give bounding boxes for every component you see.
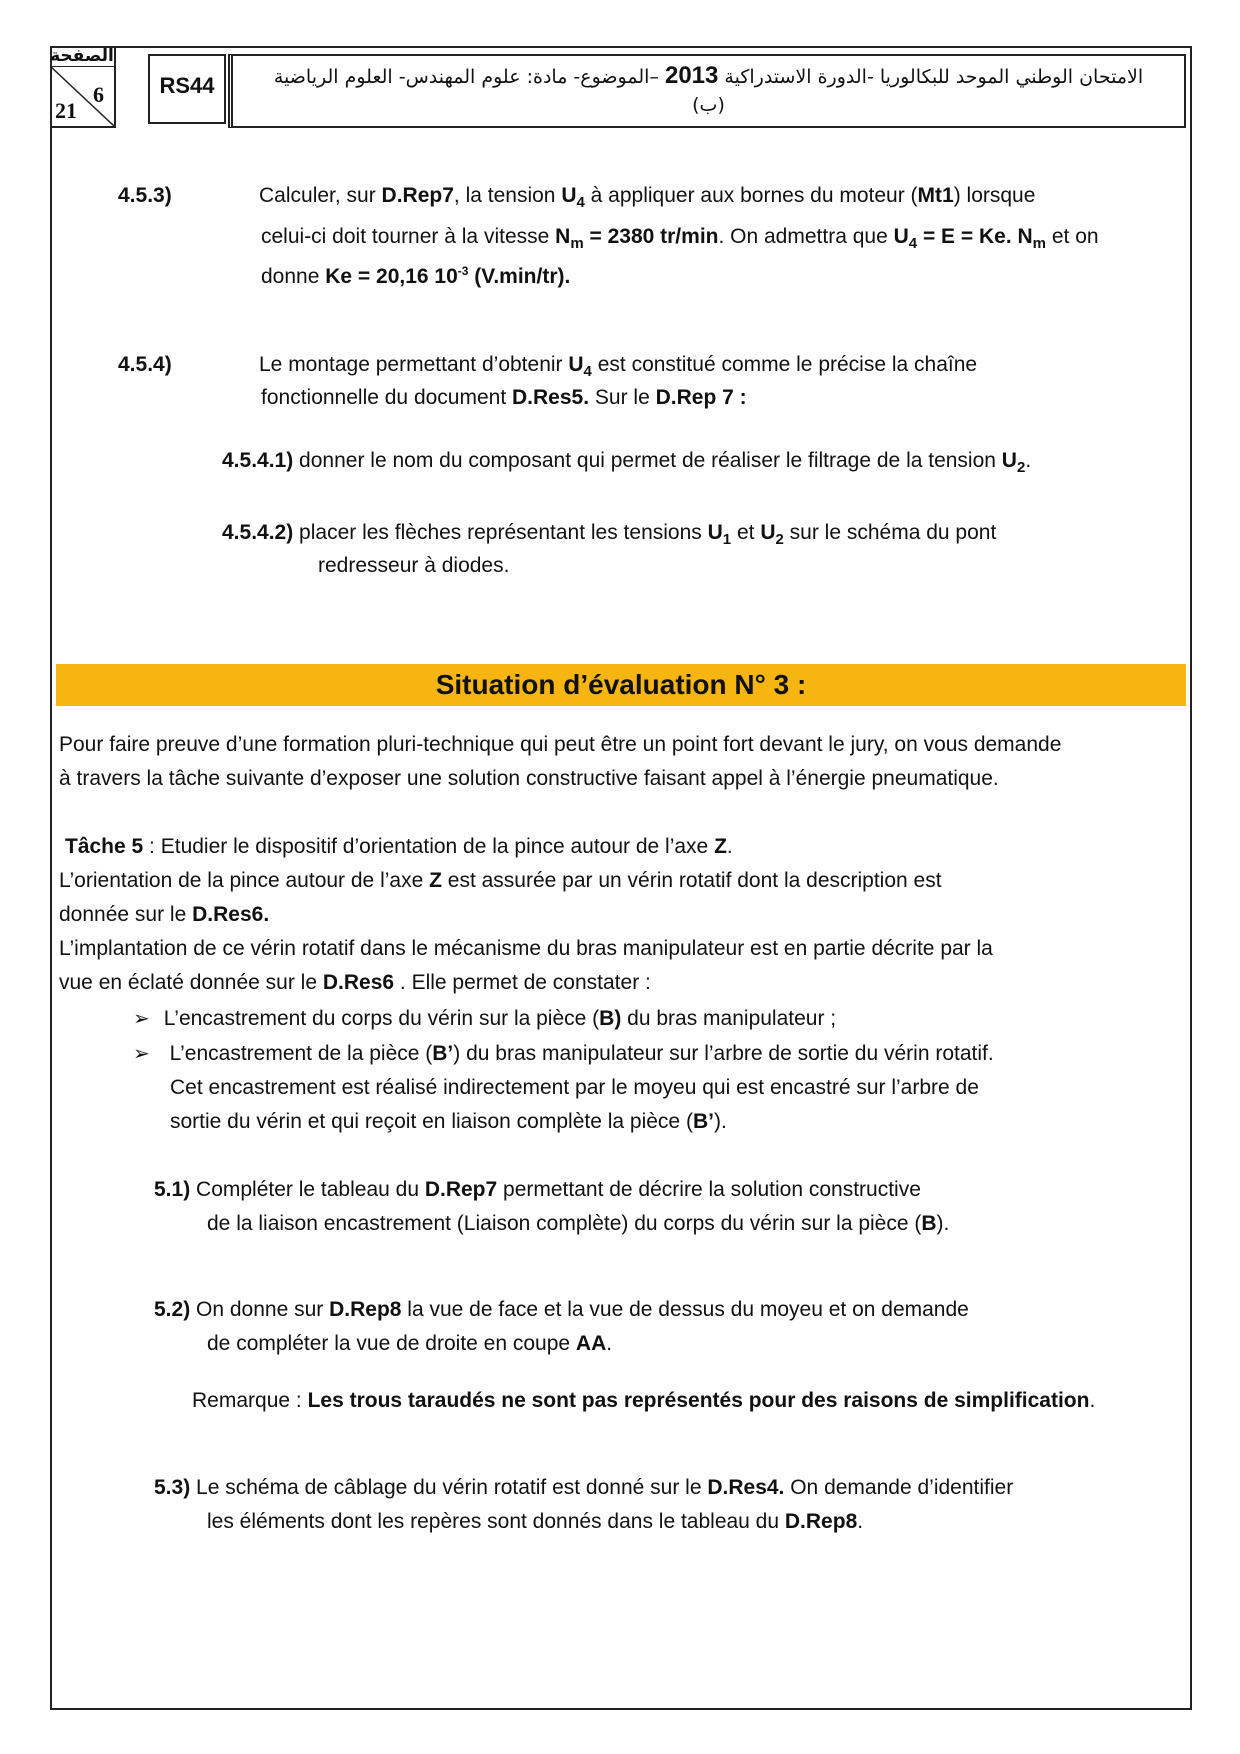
q4542-line1: 4.5.4.2) placer les flèches représentant les tensions $U_1$ et $U_2$ sur le schéma du pont	[222, 521, 997, 549]
task-line3: donnée sur le D.Res6.	[59, 903, 270, 926]
bullet-2-line2: Cet encastrement est réalisé indirectement par le moyeu qui est encastré sur l’arbre de	[170, 1076, 979, 1099]
q453-number: 4.5.3)	[118, 184, 172, 207]
exam-title	[228, 54, 1186, 128]
title-line2: (ب)	[692, 94, 725, 116]
bullet-2: ➢ L’encastrement de la pièce (B’) du bras manipulateur sur l’arbre de sortie du vérin rotatif.	[133, 1042, 994, 1065]
arrow-bullet-icon: ➢	[133, 1008, 150, 1030]
q454-number: 4.5.4)	[118, 353, 172, 376]
bullet-1: ➢ L’encastrement du corps du vérin sur la pièce (B) du bras manipulateur ;	[133, 1007, 837, 1030]
q453-line3: donne Ke = 20,16 $10^{-3}$ (V.min/tr).	[261, 264, 571, 288]
task-line1: Tâche 5 : Etudier le dispositif d’orientation de la pince autour de l’axe Z.	[65, 835, 733, 858]
exam-code: RS44	[148, 54, 226, 124]
task-line2: L’orientation de la pince autour de l’axe Z est assurée par un vérin rotatif dont la description est	[59, 869, 942, 892]
task-line5: vue en éclaté donnée sur le D.Res6 . Elle permet de constater :	[59, 971, 651, 994]
q453-line2: celui-ci doit tourner à la vitesse $N_m = 2380$ tr/min. On admettra que $U_4 = E = Ke$. $N_m$ et on	[261, 225, 1099, 253]
q51-line2: de la liaison encastrement (Liaison complète) du corps du vérin sur la pièce (B).	[207, 1212, 950, 1235]
page-label: الصفحة	[50, 46, 114, 65]
section-banner: Situation d’évaluation N° 3 :	[56, 664, 1186, 706]
bullet-2-line3: sortie du vérin et qui reçoit en liaison complète la pièce (B’).	[170, 1110, 727, 1133]
q4542-line2: redresseur à diodes.	[318, 554, 510, 577]
page-total: 21	[55, 98, 77, 123]
q52-line1: 5.2) On donne sur D.Rep8 la vue de face et la vue de dessus du moyeu et on demande	[154, 1298, 969, 1321]
q52-remark: Remarque : Les trous taraudés ne sont pas représentés pour des raisons de simplification.	[192, 1389, 1096, 1412]
title-part1: الامتحان الوطني الموحد للبكالوريا -الدورة الاستدراكية	[724, 66, 1144, 88]
q4541-line: 4.5.4.1) donner le nom du composant qui permet de réaliser le filtrage de la tension $U_2$.	[222, 449, 1032, 477]
page-number-box	[50, 46, 116, 128]
q53-line1: 5.3) Le schéma de câblage du vérin rotatif est donné sur le D.Res4. On demande d’identifier	[154, 1476, 1014, 1499]
intro-line1: Pour faire preuve d’une formation pluri-technique qui peut être un point fort devant le jury, on vous demande	[59, 733, 1062, 756]
intro-line2: à travers la tâche suivante d’exposer une solution constructive faisant appel à l’énergie pneumatique.	[59, 767, 999, 790]
title-part2: –الموضوع- مادة: علوم المهندس- العلوم الرياضية	[273, 66, 659, 88]
arrow-bullet-icon: ➢	[133, 1043, 150, 1065]
q453-line1: Calculer, sur D.Rep7, la tension $U_4$ à appliquer aux bornes du moteur (Mt1) lorsque	[259, 184, 1036, 212]
q454-line2: fonctionnelle du document D.Res5. Sur le D.Rep 7 :	[261, 386, 747, 409]
task-line4: L’implantation de ce vérin rotatif dans le mécanisme du bras manipulateur est en partie décrite par la	[59, 937, 993, 960]
q52-line2: de compléter la vue de droite en coupe AA.	[207, 1332, 613, 1355]
q53-line2: les éléments dont les repères sont donnés dans le tableau du D.Rep8.	[207, 1510, 864, 1533]
q51-line1: 5.1) Compléter le tableau du D.Rep7 permettant de décrire la solution constructive	[154, 1178, 921, 1201]
title-year: 2013	[664, 62, 719, 89]
page-number: 6	[93, 82, 104, 107]
q454-line1: Le montage permettant d’obtenir $U_4$ est constitué comme le précise la chaîne	[259, 353, 978, 381]
